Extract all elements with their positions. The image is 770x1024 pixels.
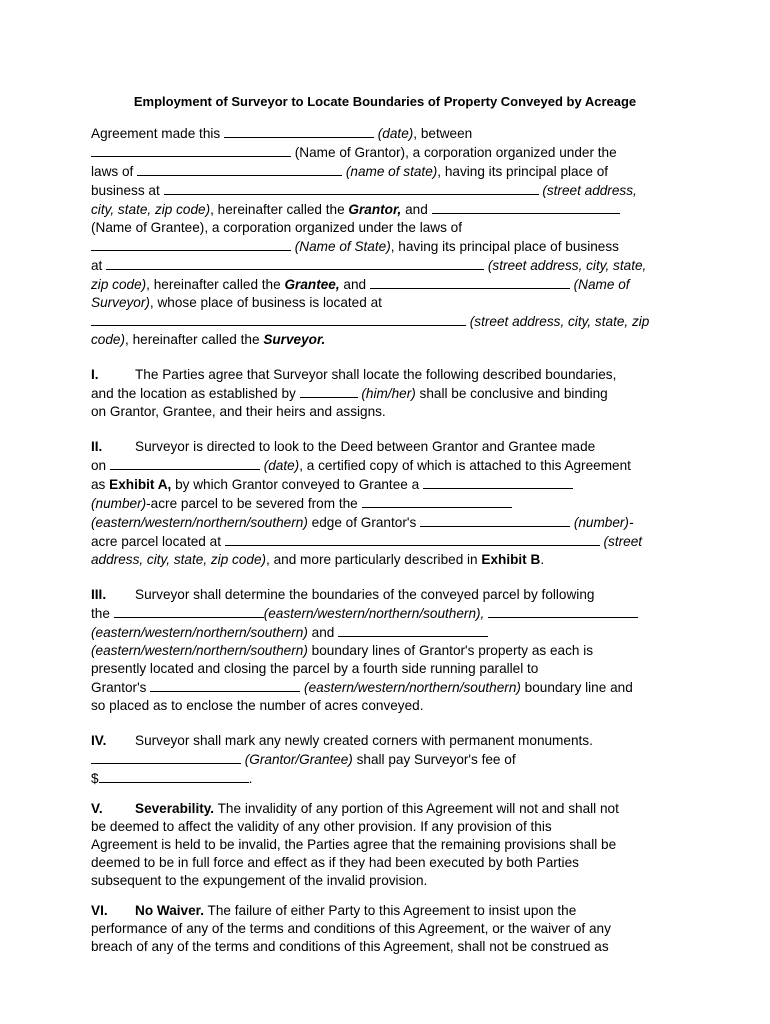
grantee-address-blank[interactable] [106, 256, 484, 270]
fee-blank[interactable] [99, 769, 249, 783]
document-body [91, 124, 681, 956]
edge-blank[interactable] [362, 494, 512, 508]
parcel-address-blank[interactable] [225, 532, 600, 546]
intro-line: city, state, zip code), hereinafter called the Grantor, and [91, 200, 681, 219]
grantee-state-blank[interactable] [91, 237, 291, 251]
document-title: Employment of Surveyor to Locate Boundaries of Property Conveyed by Acreage [133, 94, 637, 109]
intro-paragraph [91, 124, 681, 349]
surveyor-name-blank[interactable] [370, 275, 570, 289]
intro-line: zip code), hereinafter called the Grantee, and (Name of [91, 277, 630, 292]
deed-date-blank[interactable] [110, 456, 260, 470]
section-v: V. Severability. The invalidity of any portion of this Agreement will not and shall not be deemed to affect the validity of any other provision. If any provision of this Agreement is held to be invalid, the Parties agree that the remaining provisions shall be deemed to be in full force and effect as if they had been executed by both Parties subsequent to the expungement of the invalid provision. [91, 801, 619, 888]
section-number: IV. [91, 733, 107, 748]
section-iii: III. Surveyor shall determine the boundaries of the conveyed parcel by following the (eastern/western/northern/southern), (eastern/western/northern/southern) and (eastern/western/northern/southern) boundary lines of Grantor's property as each is presently located and closing the parcel by a fourth side running parallel to Grantor's (eastern/western/northern/southern) boundary line and so placed as to enclose the number of acres conveyed. [91, 586, 681, 715]
intro-line: laws of (name of state), having its principal place of [91, 164, 609, 179]
intro-line: Agreement made this (date), between [91, 126, 473, 141]
section-number: II. [91, 439, 103, 454]
date-blank[interactable] [224, 124, 374, 138]
intro-line: (Name of Grantor), a corporation organized under the [91, 143, 681, 162]
section-vi: VI. No Waiver. The failure of either Party to this Agreement to insist upon the performance of any of the terms and conditions of this Agreement, or the waiver of any breach of any of the terms and conditions of this Agreement, shall not be construed as [91, 903, 611, 954]
acreage-blank[interactable] [423, 475, 573, 489]
grantor-state-blank[interactable] [137, 162, 342, 176]
boundary-2-blank[interactable] [488, 604, 638, 618]
intro-line: business at (street address, [91, 183, 637, 198]
section-number: V. [91, 801, 103, 816]
surveyor-address-blank[interactable] [91, 312, 466, 326]
section-heading: Severability. [135, 801, 215, 816]
section-number: III. [91, 587, 107, 602]
grantor-address-blank[interactable] [164, 181, 539, 195]
boundary-3-blank[interactable] [338, 623, 488, 637]
section-heading: No Waiver. [135, 903, 204, 918]
payer-blank[interactable] [91, 750, 241, 764]
grantee-name-blank[interactable] [432, 200, 620, 214]
parcel-acreage-blank[interactable] [420, 513, 570, 527]
section-iv: IV. Surveyor shall mark any newly created corners with permanent monuments. (Grantor/Grantee) shall pay Surveyor's fee of $ . [91, 733, 593, 786]
intro-line: (street address, city, state, zip [91, 312, 681, 331]
intro-line: (Name of Grantee), a corporation organized under the laws of [91, 220, 463, 235]
parallel-boundary-blank[interactable] [150, 678, 300, 692]
grantor-name-blank[interactable] [91, 143, 291, 157]
boundary-1-blank[interactable] [114, 604, 264, 618]
intro-line: at (street address, city, state, [91, 258, 647, 273]
section-i: I. The Parties agree that Surveyor shall locate the following described boundaries, and the location as established by (him/her) shall be conclusive and binding on Grantor, Grantee, and their heirs and assigns. [91, 367, 617, 419]
section-ii: II. Surveyor is directed to look to the Deed between Grantor and Grantee made on (date), a certified copy of which is attached to this Agreement as Exhibit A, by which Grantor conveyed to Grantee a (number)-acre parcel to be severed from the (eastern/western/northern/southern) edge of Grantor's (number)- acre parcel located at (street address, city, state, zip code), and more particularly described in Exhibit B. [91, 439, 643, 567]
intro-line: Surveyor), whose place of business is located at [91, 295, 382, 310]
intro-line: (Name of State), having its principal place of business [91, 237, 681, 256]
section-number: VI. [91, 903, 108, 918]
section-number: I. [91, 367, 99, 382]
intro-line: code), hereinafter called the Surveyor. [91, 332, 326, 347]
pronoun-blank[interactable] [300, 384, 358, 398]
